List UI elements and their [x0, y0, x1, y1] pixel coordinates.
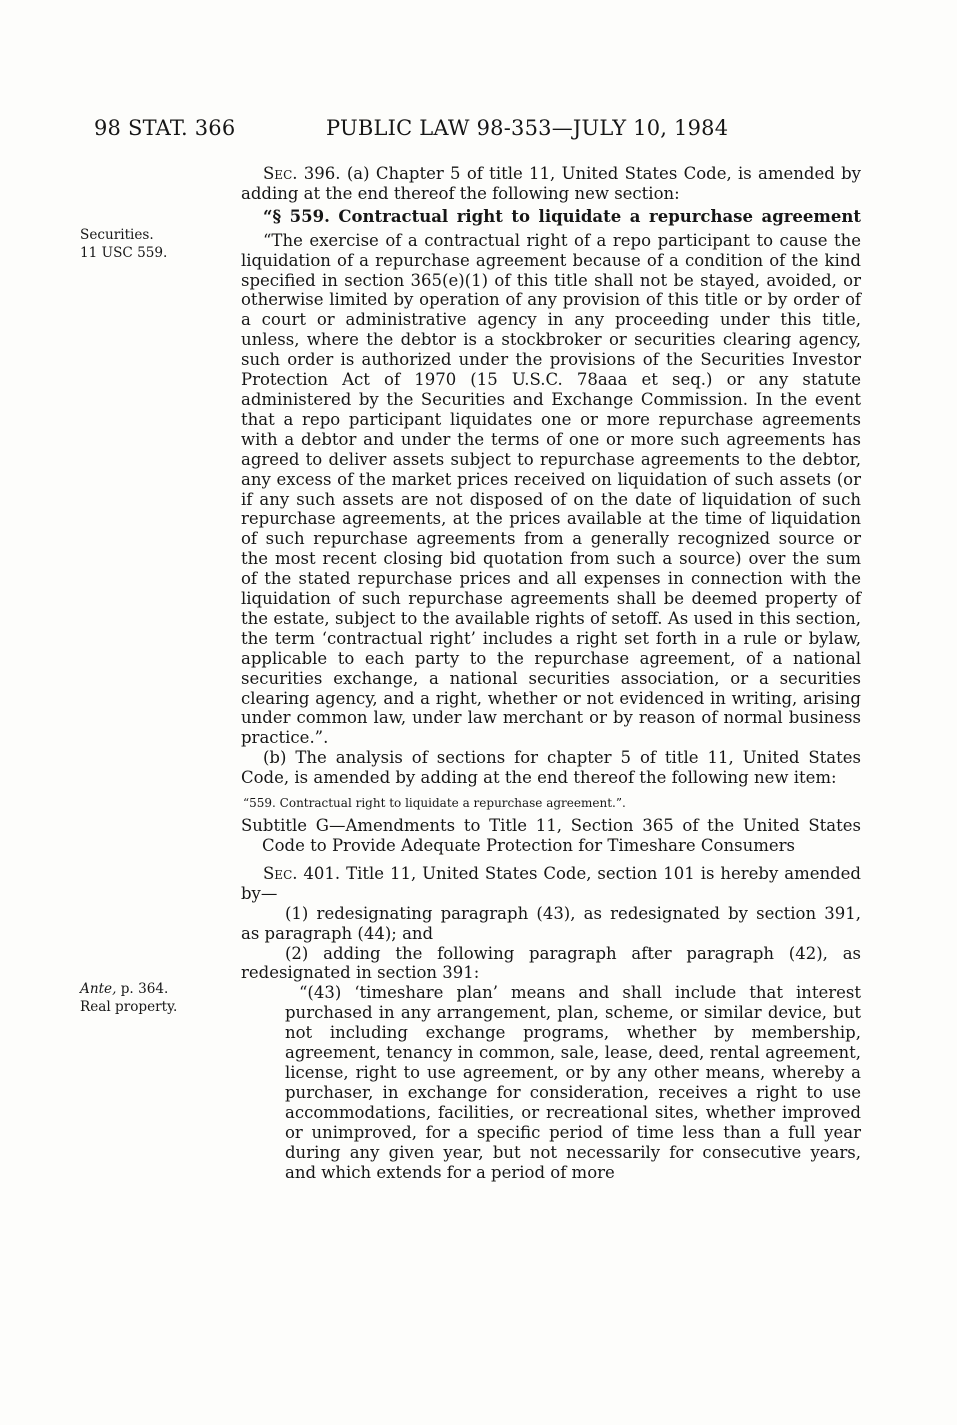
stat-page-number: 98 STAT. 366: [94, 116, 236, 140]
section-559-text: “The exercise of a contractual right of a repo participant to cause the liquidation of a repurchase agreement because of a condition of the kind specified in section 365(e)(1) of this title shall not be stayed, avoided, or otherwise limited by operation of any provision of this title or by order of a court or administrative agency in any proceeding under this title, unless, where the debtor is a stockbroker or securities clearing agency, such order is authorized under the provisions of the Securities Investor Protection Act of 1970 (15 U.S.C. 78aaa et seq.) or any statute administered by the Securities and Exchange Commission. In the event that a repo participant liquidates one or more repurchase agreements with a debtor and under the terms of one or more such agreements has agreed to deliver assets subject to repurchase agreements to the debtor, any excess of the market prices received on liquidation of such assets (or if any such assets are not disposed of on the date of liquidation of such repurchase agreements, at the prices available at the time of liquidation of such repurchase agreements from a generally recognized source or the most recent closing bid quotation from such a source) over the sum of the stated repurchase prices and all expenses in connection with the liquidation of such repurchase agreements shall be deemed property of the estate, subject to the available rights of setoff. As used in this section, the term ‘contractual right’ includes a right set forth in a rule or bylaw, applicable to each party to the repurchase agreement, of a national securities exchange, a national securities association, or a securities clearing agency, and a right, whether or not evidenced in writing, arising under common law, under law merchant or by reason of normal business practice.”.: [241, 230, 861, 748]
section-396-b-paragraph: (b) The analysis of sections for chapter 5 of title 11, United States Code, is amended by adding at the end thereof the following new item:: [241, 748, 861, 788]
section-label: Sec.: [263, 863, 298, 883]
margin-note-citation: 11 USC 559.: [80, 245, 168, 261]
section-label: Sec.: [263, 164, 298, 183]
margin-note-real-property: Real property.: [80, 999, 178, 1015]
subtitle-g-heading: Subtitle G—Amendments to Title 11, Section 365 of the United States Code to Provide Adequate Protection for Timeshare Consumers: [241, 816, 861, 855]
section-401-text: 401. Title 11, United States Code, section 101 is hereby amended by—: [241, 863, 861, 903]
section-396-text: 396. (a) Chapter 5 of title 11, United States Code, is amended by adding at the end thereof the following new section:: [241, 164, 861, 203]
list-item-2: (2) adding the following paragraph after paragraph (42), as redesignated in section 391:: [241, 943, 861, 983]
margin-note-ante: [80, 980, 177, 1016]
margin-note-securities: [80, 226, 167, 262]
analysis-item: “559. Contractual right to liquidate a repurchase agreement.”.: [243, 796, 626, 811]
margin-note-ante-ref: [80, 980, 177, 998]
ante-word: Ante,: [80, 981, 117, 997]
page-title: PUBLIC LAW 98-353—JULY 10, 1984: [326, 116, 729, 140]
main-text: [241, 164, 861, 1182]
ante-page: p. 364.: [116, 981, 169, 997]
section-396-paragraph: [241, 164, 861, 204]
section-559-heading: “§ 559. Contractual right to liquidate a repurchase agreement: [263, 206, 861, 226]
timeshare-definition: “(43) ‘timeshare plan’ means and shall include that interest purchased in any arrangement, plan, scheme, or similar device, but not including exchange programs, whether by membership, agreement, tenancy in common, sale, lease, deed, rental agreement, license, right to use agreement, or by any other means, whereby a purchaser, in exchange for consideration, receives a right to use accommodations, facilities, or recreational sites, whether improved or unimproved, for a specific period of time less than a full year during any given year, but not necessarily for consecutive years, and which extends for a period of more: [285, 983, 861, 1182]
section-401-paragraph: [241, 864, 861, 904]
list-item-1: (1) redesignating paragraph (43), as redesignated by section 391, as paragraph (44); and: [241, 903, 861, 943]
margin-note-topic: Securities.: [80, 227, 154, 243]
